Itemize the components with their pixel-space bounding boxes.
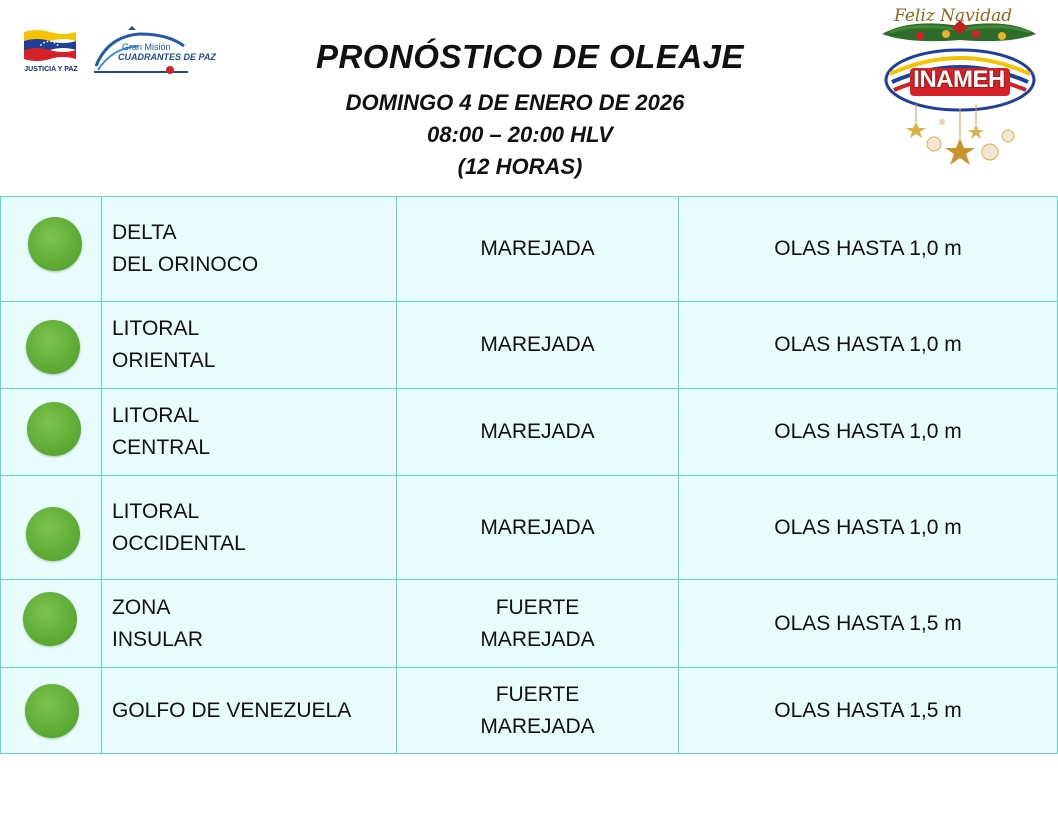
wave-cell: OLAS HASTA 1,5 m <box>679 668 1058 754</box>
gran-mision-logo <box>88 26 216 80</box>
zone-cell <box>102 302 397 389</box>
zone-name-line2: OCCIDENTAL <box>112 531 246 555</box>
status-cell <box>1 476 102 580</box>
wave-cell: OLAS HASTA 1,0 m <box>679 302 1058 389</box>
zone-name: ZONA <box>112 595 171 619</box>
zone-name: GOLFO DE VENEZUELA <box>112 698 352 722</box>
sea-condition: FUERTE <box>495 682 580 706</box>
page-title: PRONÓSTICO DE OLEAJE <box>315 38 745 75</box>
condition-cell <box>397 389 679 476</box>
cuadrantes-de-paz-label: CUADRANTES DE PAZ <box>118 52 216 62</box>
status-dot-icon <box>25 684 79 738</box>
condition-cell <box>397 197 679 302</box>
table-row <box>1 302 1058 389</box>
forecast-duration: (12 HORAS) <box>457 154 583 179</box>
zone-name: DELTA <box>112 221 177 244</box>
inameh-logo <box>880 4 1040 174</box>
zone-name: LITORAL <box>112 499 200 523</box>
zone-cell <box>102 580 397 668</box>
condition-cell <box>397 302 679 389</box>
forecast-table <box>0 196 1058 754</box>
status-dot-icon <box>26 320 80 374</box>
wave-cell: OLAS HASTA 1,0 m <box>679 476 1058 580</box>
sea-condition-line2: MAREJADA <box>480 714 595 738</box>
sea-condition: MAREJADA <box>480 237 595 260</box>
sea-condition: MAREJADA <box>480 515 595 539</box>
wave-cell: OLAS HASTA 1,5 m <box>679 580 1058 668</box>
status-dot-icon <box>26 507 80 561</box>
condition-cell <box>397 580 679 668</box>
zone-cell <box>102 668 397 754</box>
justicia-y-paz-label: JUSTICIA Y PAZ <box>24 66 78 73</box>
zone-cell <box>102 476 397 580</box>
status-dot-icon <box>28 217 82 271</box>
wave-cell: OLAS HASTA 1,0 m <box>679 389 1058 476</box>
sea-condition: MAREJADA <box>480 420 595 443</box>
justicia-y-paz-logo <box>22 26 80 76</box>
left-logos <box>22 26 216 82</box>
sea-condition: FUERTE <box>495 595 580 619</box>
table-row <box>1 580 1058 668</box>
zone-name-line2: DEL ORINOCO <box>112 253 259 276</box>
status-cell <box>1 668 102 754</box>
condition-cell <box>397 668 679 754</box>
inameh-label: INAMEH <box>913 66 1005 93</box>
table-row <box>1 476 1058 580</box>
venezuela-flag-icon <box>24 28 76 62</box>
status-cell <box>1 197 102 302</box>
table-row <box>1 389 1058 476</box>
zone-name-line2: ORIENTAL <box>112 349 216 372</box>
table-row <box>1 668 1058 754</box>
status-cell <box>1 389 102 476</box>
gran-mision-label: Gran Misión <box>122 42 171 52</box>
feliz-navidad-label: Feliz Navidad <box>894 6 1013 26</box>
zone-name-line2: CENTRAL <box>112 436 211 459</box>
wave-cell: OLAS HASTA 1,0 m <box>679 197 1058 302</box>
zone-cell <box>102 389 397 476</box>
sea-condition-line2: MAREJADA <box>480 627 595 651</box>
condition-cell <box>397 476 679 580</box>
zone-cell <box>102 197 397 302</box>
status-cell <box>1 302 102 389</box>
status-dot-icon <box>23 592 77 646</box>
zone-name-line2: INSULAR <box>112 627 204 651</box>
forecast-time-range: 08:00 – 20:00 HLV <box>427 122 613 147</box>
forecast-date: DOMINGO 4 DE ENERO DE 2026 <box>345 90 685 115</box>
zone-name: LITORAL <box>112 404 200 427</box>
zone-name: LITORAL <box>112 317 200 340</box>
status-dot-icon <box>27 402 81 456</box>
status-cell <box>1 580 102 668</box>
table-row <box>1 197 1058 302</box>
sea-condition: MAREJADA <box>480 333 595 356</box>
